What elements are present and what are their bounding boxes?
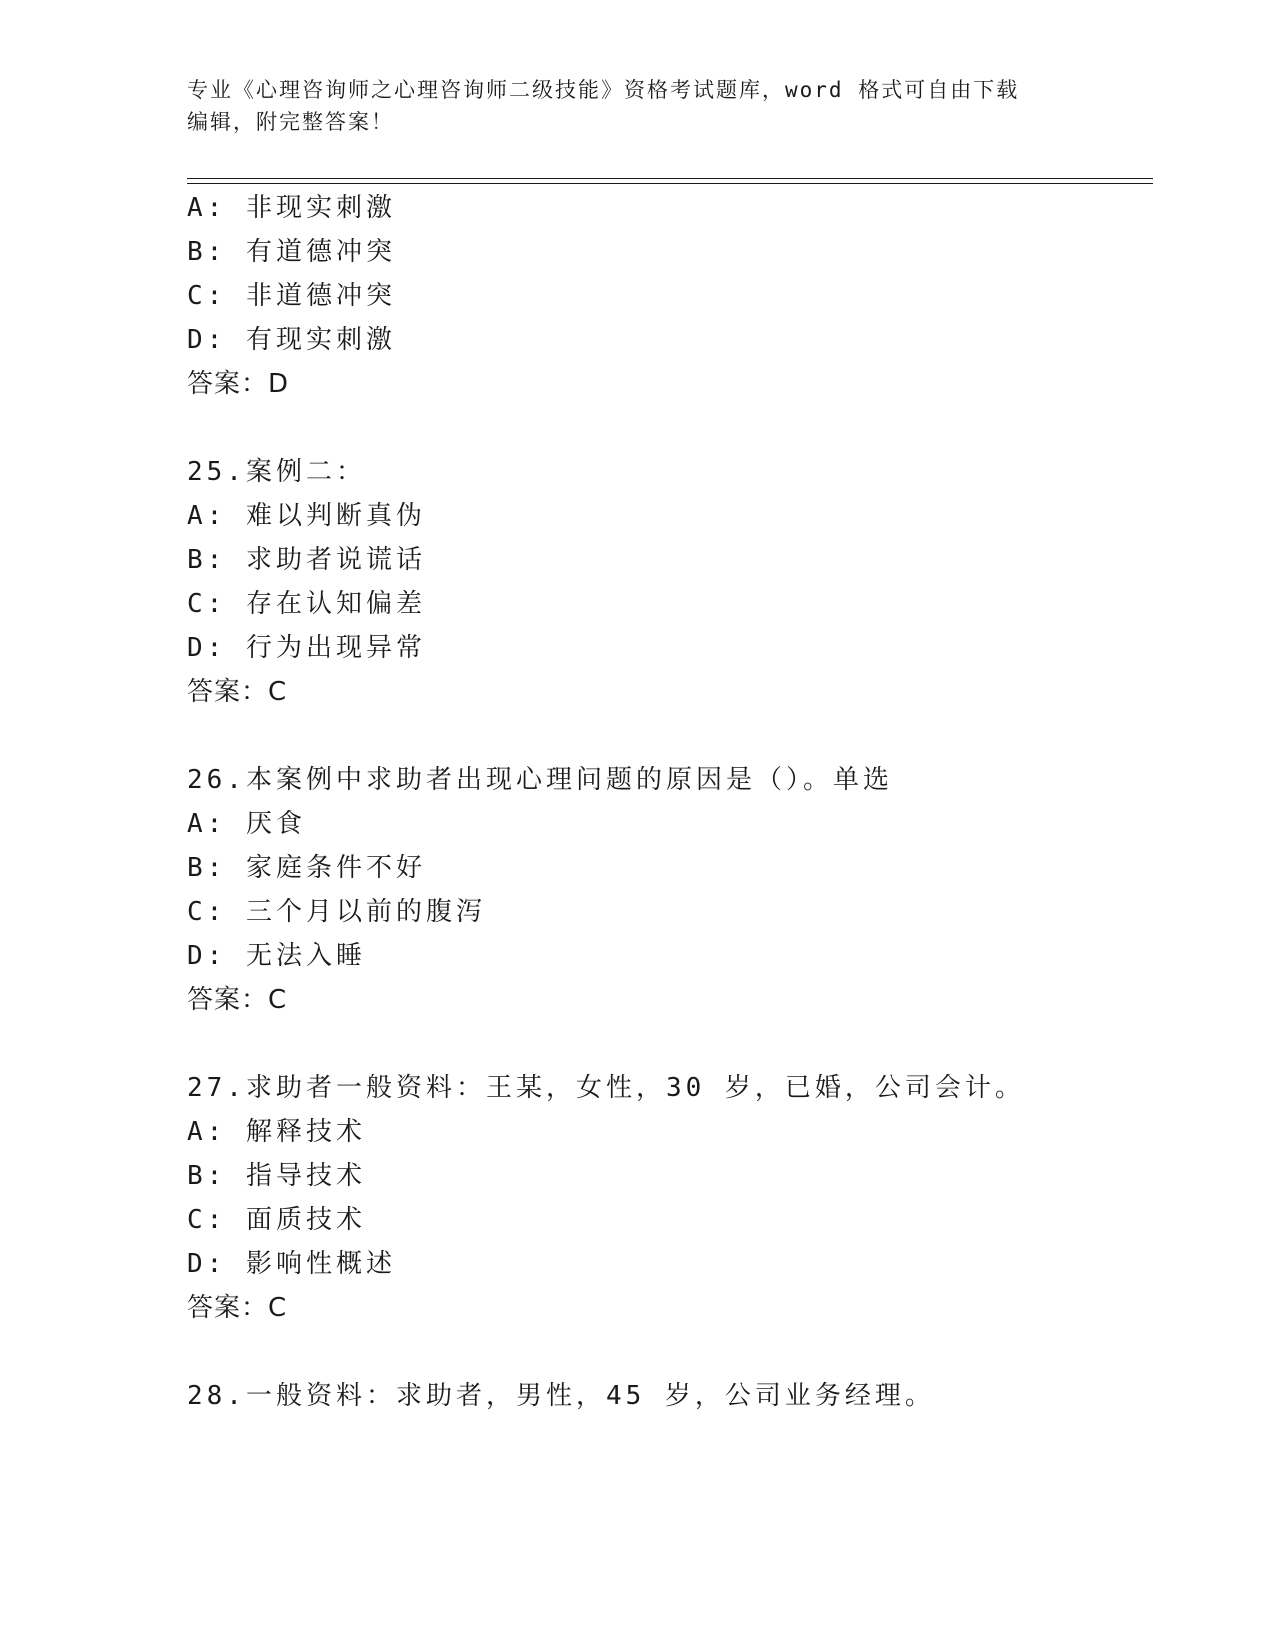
q25-option-c: C: 存在认知偏差 <box>187 589 426 619</box>
q26-option-b: B: 家庭条件不好 <box>187 853 426 883</box>
q25-option-b: B: 求助者说谎话 <box>187 545 426 575</box>
q25-option-d: D: 行为出现异常 <box>187 633 426 663</box>
q24-option-d: D: 有现实刺激 <box>187 325 396 355</box>
q27-option-c: C: 面质技术 <box>187 1205 366 1235</box>
q25-answer: 答案：C <box>187 677 288 707</box>
header-line-2: 编辑，附完整答案！ <box>187 110 394 134</box>
q28-question: 28.一般资料：求助者，男性，45 岁，公司业务经理。 <box>187 1381 935 1411</box>
q24-option-b: B: 有道德冲突 <box>187 237 396 267</box>
q26-question: 26.本案例中求助者出现心理问题的原因是（）。单选 <box>187 765 893 795</box>
q25-option-a: A: 难以判断真伪 <box>187 501 426 531</box>
header-divider-top <box>187 178 1153 179</box>
q24-answer: 答案：D <box>187 369 290 399</box>
q26-option-d: D: 无法入睡 <box>187 941 366 971</box>
q24-option-a: A: 非现实刺激 <box>187 193 396 223</box>
q26-option-a: A: 厌食 <box>187 809 306 839</box>
q27-option-a: A: 解释技术 <box>187 1117 366 1147</box>
header-line-1: 专业《心理咨询师之心理咨询师二级技能》资格考试题库，word 格式可自由下载 <box>187 78 1020 102</box>
q27-question: 27.求助者一般资料：王某，女性，30 岁，已婚，公司会计。 <box>187 1073 1025 1103</box>
q27-option-d: D: 影响性概述 <box>187 1249 396 1279</box>
q27-option-b: B: 指导技术 <box>187 1161 366 1191</box>
q27-answer: 答案：C <box>187 1293 288 1323</box>
q26-option-c: C: 三个月以前的腹泻 <box>187 897 486 927</box>
q25-question: 25.案例二： <box>187 457 366 487</box>
q26-answer: 答案：C <box>187 985 288 1015</box>
q24-option-c: C: 非道德冲突 <box>187 281 396 311</box>
document-header <box>187 74 1087 138</box>
header-divider-bottom <box>187 183 1153 184</box>
